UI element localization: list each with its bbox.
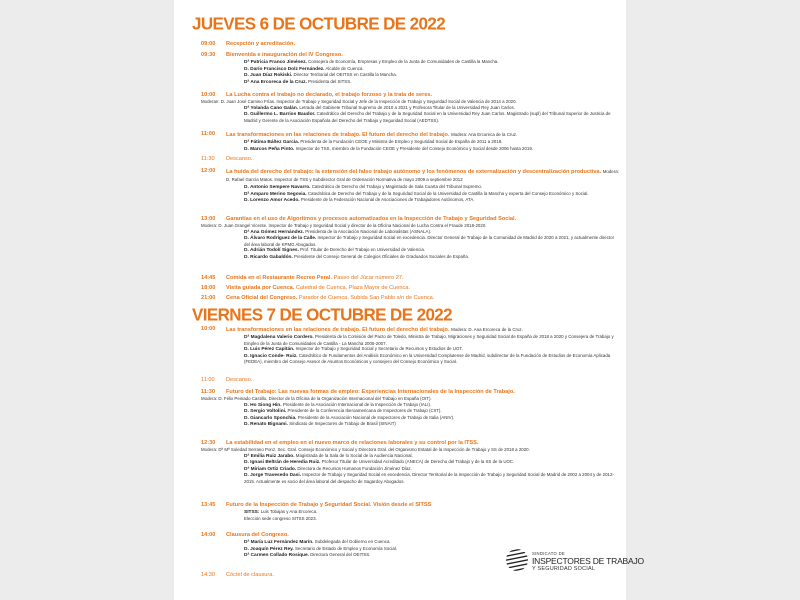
event-title: Cóctel de clausura. (226, 572, 274, 578)
moderator: Modera: Dª Mª Soledad Serrano Ponz. Sec. Gral. Consejo Económico y Social y Directora Gral. del Organismo Estatal de la Inspección de Trabajo y SS de 2018 a 2020. (201, 447, 530, 452)
event-time: 12:30 (201, 440, 216, 446)
event-title: Las transformaciones en las relaciones de trabajo. El futuro del derecho del trabajo. Modera: D. Ana Ercoreca de la Cruz. (226, 327, 523, 333)
event-title: La huida del derecho del trabajo: la extensión del falso trabajo autónomo y los fenómenos de externalización y descentralización productiva. Modera: D. Rafael García Matos. Inspector de TSS y Subdirector Gral de Ordenación Normativa de mayo 2009 a septiembre 2012 (226, 169, 619, 182)
event-title: Garantías en el uso de Algoritmos y procesos automatizados en la Inspección de Trabajo y Seguridad Social. (226, 216, 517, 222)
event-note: Elección sede congreso SITSS 2023. (244, 515, 317, 521)
moderator: Moderan: D. Juan José Camino Frías. Inspector de Trabajo y Seguridad Social y Jefe de la Inspección de Trabajo y Seguridad Social de Valencia de 2014 a 2020. (201, 99, 517, 104)
event-time: 09:00 (201, 41, 216, 47)
event-title: Futuro del Trabajo: Las nuevas formas de empleo: Experiencias Internacionales de la Inspección de Trabajo. (226, 389, 515, 395)
speaker: Dª María Luz Fernández Marín. Subdelegada del Gobierno en Cuenca. (244, 539, 391, 545)
event-title: Descanso. (226, 377, 253, 383)
event-time: 14:30 (201, 572, 215, 578)
event-time: 10:00 (201, 92, 216, 98)
speaker: D. Renato Bignami. Sindicato de Inspectores de Trabajo de Brasil (SINAIT) (244, 421, 396, 428)
event-title: Cena Oficial del Congreso. Parador de Cuenca, Subida San Pablo s/n de Cuenca. (226, 295, 435, 301)
event-title: Las transformaciones en las relaciones de trabajo. El futuro del derecho del trabajo. Modera: Ana Ercoreca de la Cruz. (226, 132, 518, 138)
logo-line1: SINDICATO DE (532, 551, 565, 556)
moderator: Modera: D. Juan Grangel Vicente. Inspector de Trabajo y Seguridad Social y director de la Oficina Nacional de Lucha Contra el Fraude 2018-2020. (201, 223, 487, 228)
speaker: D. Ricardo Gabaldón. Presidente del Consejo General de Colegios Oficiales de Graduados Sociales de España. (244, 253, 470, 260)
speaker: SITSS: Luis Tobajas y Ana Ercoreca. (244, 509, 318, 515)
event-title: La estabilidad en el empleo en el nuevo marco de relaciones laborales y su control por la ITSS. (226, 440, 479, 446)
event-title: Futuro de la Inspección de Trabajo y Seguridad Social. Visión desde el SITSS (226, 502, 432, 508)
speaker: Dª Fátima Báñez García. Presidenta de la Fundación CEOE y Ministra de Empleo y Seguridad Social de España de 2011 a 2018. (244, 139, 503, 145)
logo-line3: Y SEGURIDAD SOCIAL (532, 566, 596, 572)
speaker: D. Luis Pérez Capitán. Inspector de Trabajo y Seguridad Social y Secretario de Recursos y Estudios de UGT. (244, 346, 463, 353)
speaker: D. Joaquín Pérez Rey. Secretario de Estado de Empleo y Economía Social. (244, 545, 398, 552)
event-time: 12:00 (201, 168, 216, 174)
speaker: D. Álvaro Rodríguez de la Calle. Inspector de Trabajo y Seguridad Social en excedencia. Director General de Trabajo de la Comunidad de Madrid de 2020 a 2021, y actualmente director del área laboral de KPMG Abogados. (244, 235, 615, 247)
event-time: 14:45 (201, 275, 216, 281)
speaker: Dª Patricia Franco Jiménez. Consejera de Economía, Empresas y Empleo de la Junta de Comunidades de Castilla la Mancha. (244, 59, 499, 65)
event-title: La Lucha contra el trabajo no declarado, el trabajo forzoso y la trata de seres. (226, 92, 433, 98)
event-title: Recepción y acreditación. (226, 41, 296, 47)
speaker: D. Adrián Todolí Signes. Prof. Titular de Derecho del Trabajo en Universidad de Valencia. (244, 247, 426, 254)
speaker: D. Jorge Travesedo Dasi. Inspector de Trabajo y Seguridad Social en excedencia, Director Territorial de la Inspección de Trabajo y Seguridad Social de Madrid de 2002 a 2004 y de 2012-2015. Actualmente es socio del área laboral del despacho de Sagardoy Abogados. (244, 472, 614, 484)
event-time: 18:00 (201, 285, 216, 291)
speaker: D. Ignasi Beltrán de Heredia Ruiz. Profesor Titular de Universidad Acreditado (ANECA) de Derecho del Trabajo y de la SS de la UOC. (244, 459, 515, 466)
speaker: D. Lorenzo Amor Acedo. Presidente de la Federación Nacional de Asociaciones de Trabajadores Autónomos, ATA. (244, 197, 475, 204)
program-page (174, 0, 644, 600)
event-time: 13:00 (201, 216, 216, 222)
logo-line2: INSPECTORES DE TRABAJO (532, 556, 644, 566)
event-time: 11:00 (201, 131, 215, 137)
event-title: Comida en el Restaurante Recreo Peral. Paseo del Júcar número 27. (226, 275, 404, 281)
day2-title: VIERNES 7 DE OCTUBRE DE 2022 (192, 305, 453, 325)
striped-sphere-icon (504, 547, 530, 573)
event-time: 11:00 (201, 377, 215, 383)
speaker: D. Darío Francisco Dolz Fernández. Alcalde de Cuenca. (244, 65, 364, 72)
sitss-logo (504, 547, 644, 577)
speaker: Dª Miriam Ortiz Criado. Directora de Recursos Humanos Fundación Jiménez Díaz. (244, 465, 412, 472)
event-title: Descanso. (226, 156, 253, 162)
speaker: D. Sergio Voltolini. Presidente de la Conferencia Iberoamericana de Inspectores de Trabajo (CIIT). (244, 408, 442, 415)
speaker: Dª Carmen Collado Rosique. Directora General del OEITSS. (244, 552, 371, 559)
speaker: Dª Ana Ercoreca de la Cruz. Presidenta del SITSS. (244, 78, 352, 85)
speaker: D. Juan Díaz Rokiski. Director Territorial del OEITSS en Castilla la Mancha. (244, 72, 397, 79)
event-time: 11:30 (201, 156, 215, 162)
speaker: Dª Ana Gómez Hernández. Presidenta de la Asociación Nacional de Laboralistas (ASNALA). (244, 228, 432, 235)
event-time: 09:30 (201, 52, 216, 58)
event-title: Visita guiada por Cuenca. Catedral de Cuenca, Plaza Mayor de Cuenca. (226, 285, 410, 291)
speaker: Dª Amparo Merino Segovia. Catedrática de Derecho del Trabajo y de la Seguridad Social de la Universidad de Castilla la Mancha y experta del Consejo Económico y Social. (244, 190, 589, 197)
moderator: Modera: D. Félix Peinado Castillo. Director de la Oficina de la Organización Internacional del Trabajo en España (OIT). (201, 396, 432, 401)
event-title: Clausura del Congreso. (226, 532, 289, 538)
speaker: Dª Emilia Ruiz Jarabo. Magistrada de la Sala de lo Social de la Audiencia Nacional. (244, 452, 413, 459)
day1-title: JUEVES 6 DE OCTUBRE DE 2022 (192, 14, 446, 34)
event-time: 14:00 (201, 532, 216, 538)
event-time: 10:00 (201, 326, 216, 332)
event-title: Bienvenida e inauguración del IV Congreso. (226, 52, 343, 58)
speaker: D. Marcos Peña Pinto. Inspector de TSS, miembro de la Fundación CEOE y Presidente del Consejo Económico y Social desde 2006 hasta 2019. (244, 145, 534, 152)
event-time: 13:45 (201, 502, 216, 508)
speaker: D. Ho Siong Hin. Presidente de la Asociación Internacional de la Inspección de Trabajo (IALI). (244, 401, 432, 408)
speaker: Dª Magdalena Valerio Cordero. Presidenta de la Comisión del Pacto de Toledo, Ministra de Trabajo, Migraciones y Seguridad Social de España de 2018 a 2020 y Consejera de Trabajo y Empleo de la Junta de Comunidades de Castilla - La Mancha 2005-2007. (244, 334, 614, 346)
speaker: D. Guillermo L. Barrios Baudor. Catedrático del Derecho del Trabajo y de la Seguridad Social en la Universidad Rey Juan Carlos. Magistrado (supl) del Tribunal Superior de Justicia de Madrid y Gerente de la Asociación Española del Derecho del Trabajo y Seguridad Social (AEDTSS). (244, 111, 611, 123)
speaker: Dª Yolanda Cano Galán. Letrada del Gabinete Tribunal Supremo de 2010 a 2021 y Profesora Titular de la Universidad Rey Juan Carlos. (244, 104, 515, 111)
event-time: 21:00 (201, 295, 216, 301)
speaker: D. Antonio Sempere Navarro. Catedrático de Derecho del Trabajo y Magistrado de Sala Cuarta del Tribunal Supremo. (244, 184, 483, 190)
speaker: D. Giancarlo Sponchia. Presidente de la Asociación Nacional de Inspectores de Trabajo de Italia (ANIV). (244, 414, 455, 421)
speaker: D. Ignacio Conde- Ruiz. Catedrático de Fundamentos del Análisis Económico en la Universidad Complutense de Madrid, subdirector de la Fundación de Estudios de Economía Aplicada (FEDEA), miembro del Consejo Asesor de Asuntos Económicos y consejero del Consejo Económico y Social. (244, 352, 611, 365)
event-time: 11:30 (201, 389, 215, 395)
